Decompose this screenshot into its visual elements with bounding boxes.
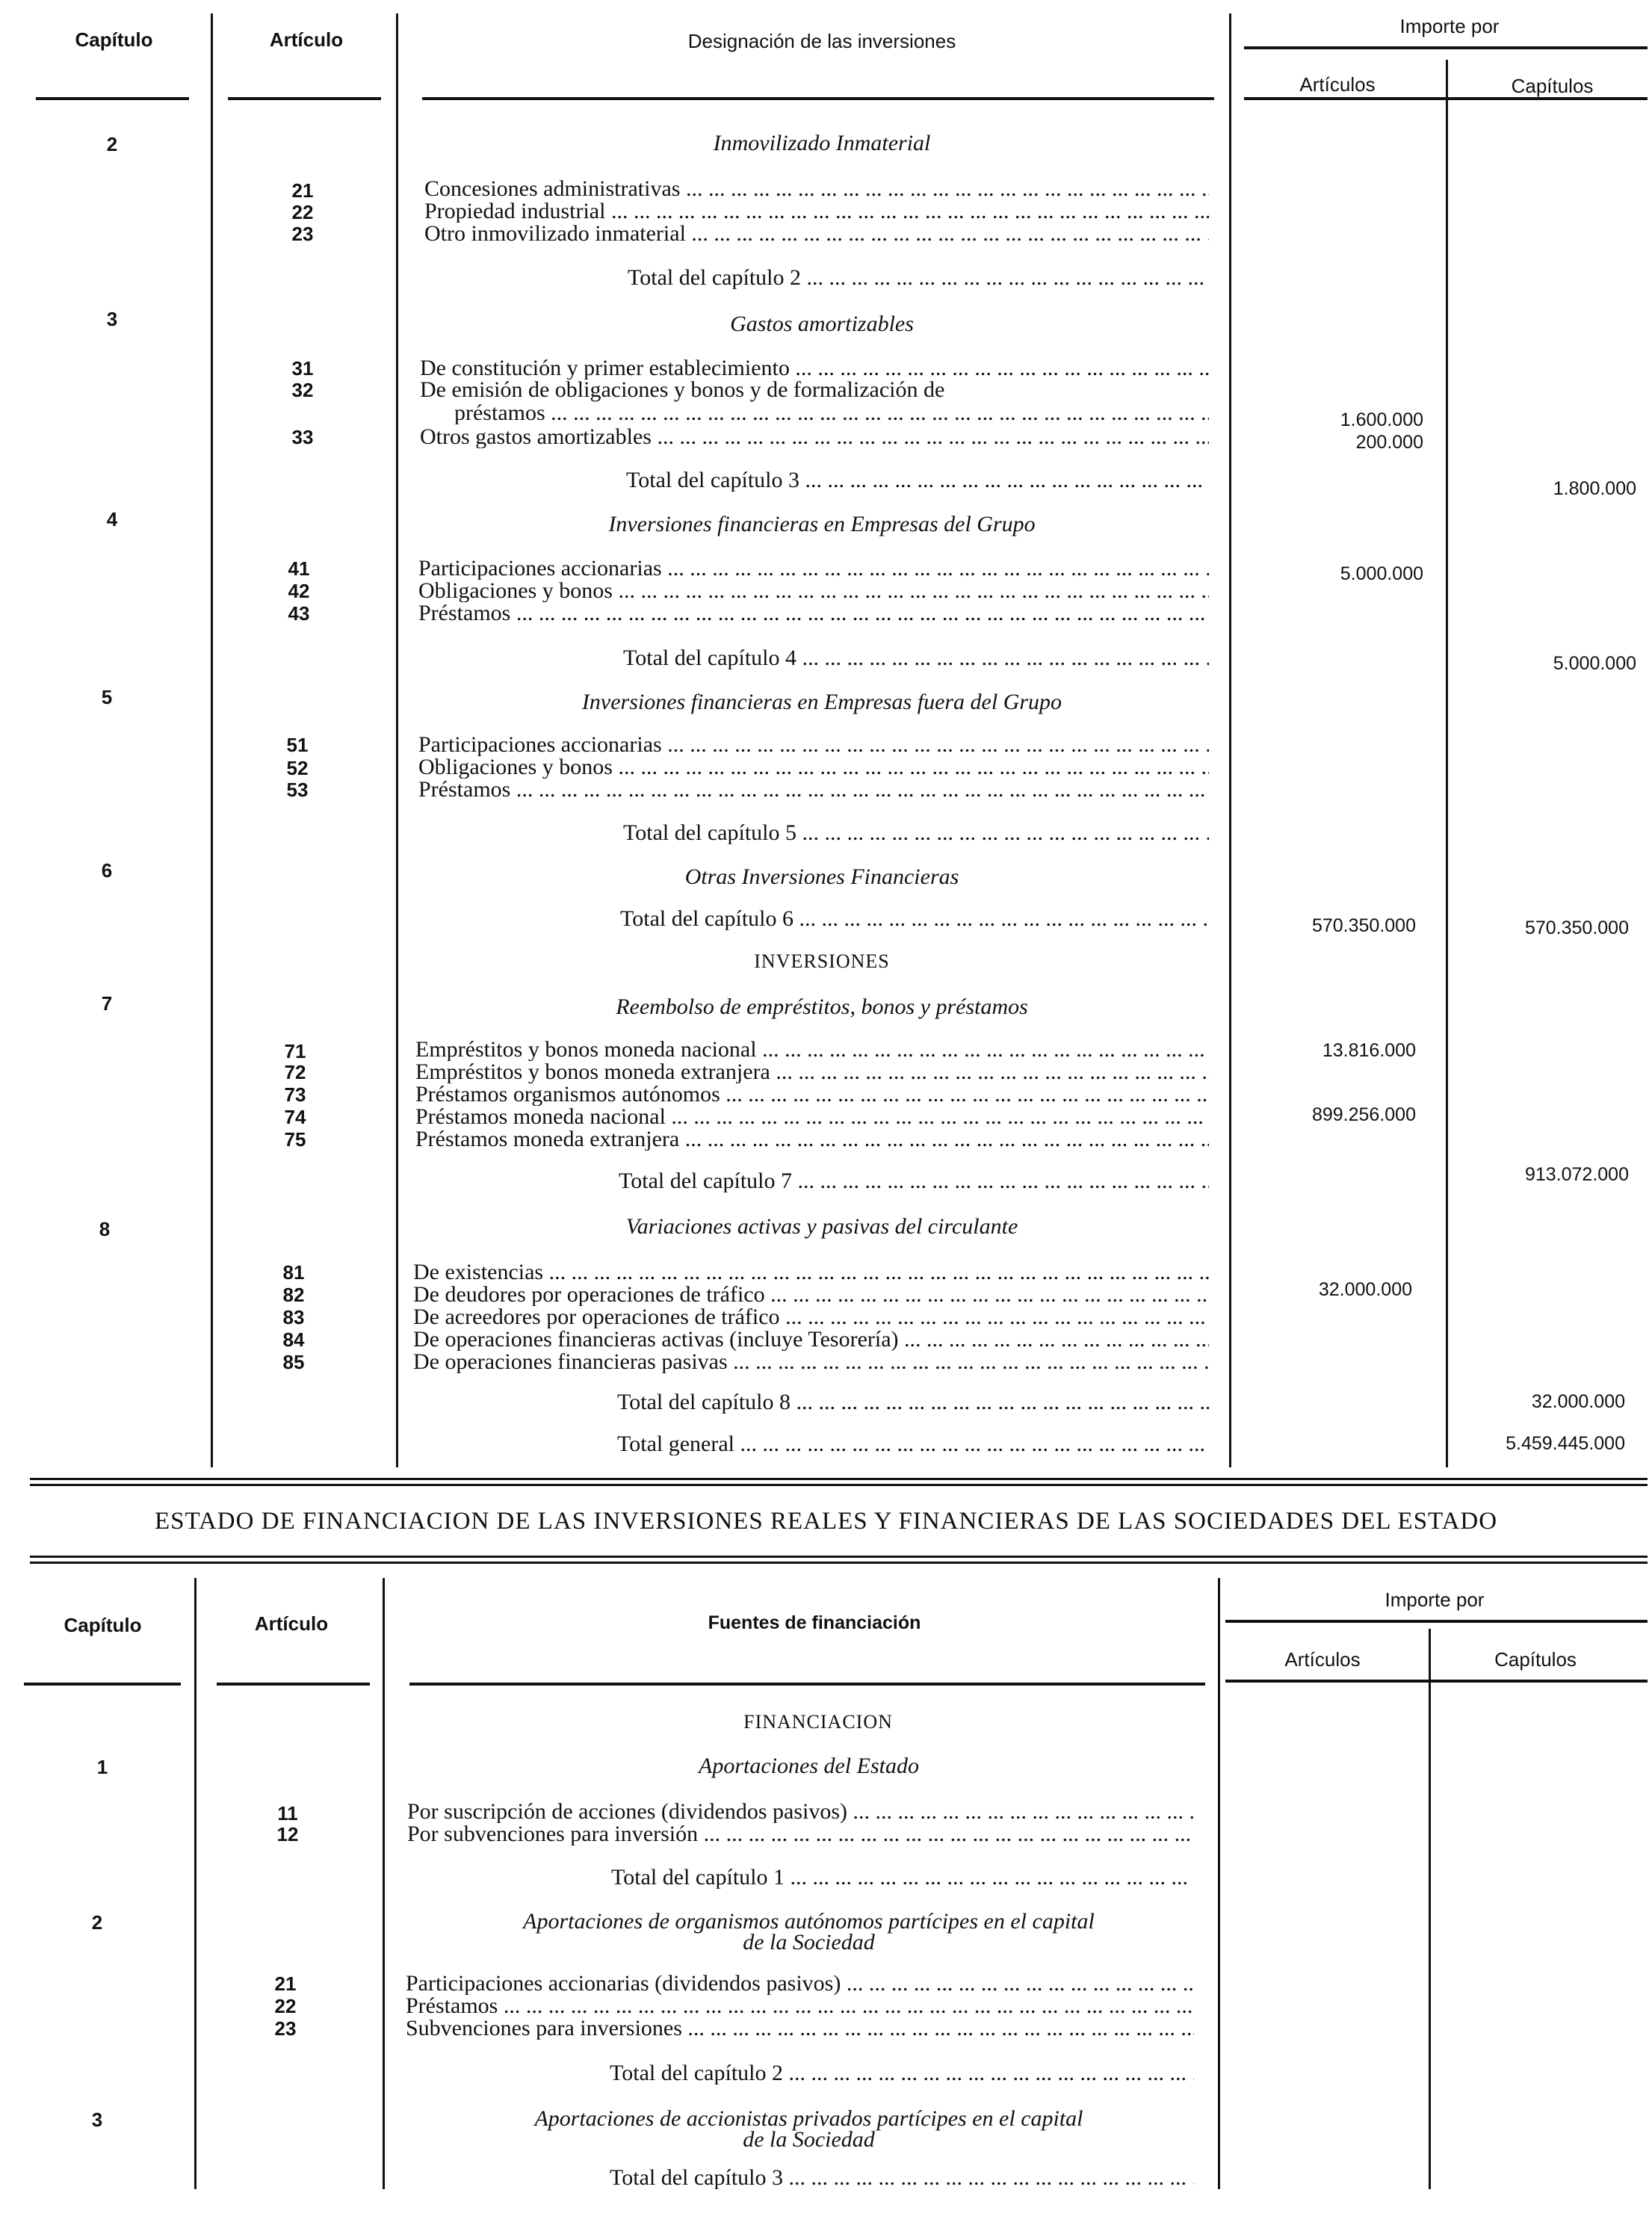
header-articulo: Artículo bbox=[269, 28, 344, 51]
article-text: Préstamos ... . bbox=[418, 779, 1209, 801]
double-rule bbox=[30, 1484, 1648, 1486]
article-text: De emisión de obligaciones y bonos y de formalización de bbox=[420, 377, 945, 402]
chapter-number: 3 bbox=[106, 308, 118, 330]
grand-total: Total general ... . bbox=[617, 1433, 1209, 1455]
article-number: 23 bbox=[274, 2017, 297, 2040]
article-text: Por subvenciones para inversión ... . bbox=[407, 1823, 1194, 1845]
article-number: 12 bbox=[276, 1823, 299, 1845]
chapter-total: Total del capítulo 5 ... . bbox=[623, 822, 1209, 844]
article-amount: 1.600.000 bbox=[1340, 409, 1423, 430]
article-number: 22 bbox=[291, 201, 314, 223]
chapter-total: Total del capítulo 6 ... . bbox=[620, 908, 1209, 930]
article-number: 21 bbox=[274, 1972, 297, 1995]
chapter-total: Total del capítulo 7 ... . bbox=[619, 1170, 1209, 1192]
article-number: 71 bbox=[284, 1040, 306, 1062]
article-text: Empréstitos y bonos moneda extranjera ... . bbox=[415, 1061, 1209, 1083]
chapter-article-amount: 570.350.000 bbox=[1311, 915, 1416, 936]
article-text: De operaciones financieras pasivas ... . bbox=[413, 1351, 1209, 1373]
grand-total-amount: 5.459.445.000 bbox=[1506, 1433, 1625, 1454]
header-rule bbox=[409, 1683, 1205, 1686]
header-articulos: Artículos bbox=[1299, 73, 1376, 96]
chapter-title: Otras Inversiones Financieras bbox=[684, 864, 959, 889]
chapter-title: Inmovilizado Inmaterial bbox=[713, 131, 931, 155]
header-fuentes: Fuentes de financiación bbox=[708, 1612, 921, 1633]
article-number: 72 bbox=[284, 1061, 306, 1083]
chapter-amount: 570.350.000 bbox=[1524, 917, 1629, 938]
section-label: FINANCIACION bbox=[743, 1711, 893, 1733]
article-amount: 5.000.000 bbox=[1340, 563, 1423, 584]
chapter-number: 6 bbox=[101, 859, 113, 882]
article-number: 82 bbox=[282, 1284, 305, 1306]
article-number: 81 bbox=[282, 1261, 305, 1284]
chapter-title: Variaciones activas y pasivas del circulante bbox=[625, 1214, 1018, 1239]
article-text: Préstamos moneda extranjera ... . bbox=[415, 1128, 1209, 1151]
column-rule bbox=[1446, 60, 1448, 1467]
chapter-title-continued: de la Sociedad bbox=[743, 2127, 875, 2152]
article-text: Préstamos organismos autónomos ... . bbox=[415, 1083, 1209, 1106]
column-rule bbox=[1218, 1578, 1220, 2189]
chapter-title: Reembolso de empréstitos, bonos y préstamos bbox=[616, 994, 1028, 1019]
article-amount: 200.000 bbox=[1355, 432, 1423, 453]
article-text: Préstamos ... . bbox=[406, 1995, 1194, 2017]
article-number: 74 bbox=[284, 1106, 306, 1128]
article-number: 22 bbox=[274, 1995, 297, 2017]
chapter-total: Total del capítulo 4 ... . bbox=[623, 647, 1209, 669]
article-number: 51 bbox=[286, 734, 309, 756]
double-rule bbox=[30, 1478, 1648, 1480]
column-rule bbox=[211, 13, 213, 1467]
article-text: Por suscripción de acciones (dividendos pasivos) ... . bbox=[407, 1801, 1194, 1823]
article-number: 32 bbox=[291, 379, 314, 401]
article-number: 21 bbox=[291, 179, 314, 202]
chapter-total: Total del capítulo 1 ... . bbox=[611, 1866, 1194, 1889]
header-rule bbox=[1225, 1680, 1648, 1683]
header-rule bbox=[36, 97, 189, 100]
article-number: 42 bbox=[288, 580, 310, 602]
header-rule bbox=[24, 1683, 181, 1686]
chapter-total: Total del capítulo 3 ... . bbox=[610, 2167, 1194, 2189]
header-rule bbox=[228, 97, 381, 100]
article-text: De constitución y primer establecimiento ... . bbox=[420, 357, 1209, 380]
chapter-amount: 913.072.000 bbox=[1524, 1164, 1629, 1185]
article-number: 53 bbox=[286, 779, 309, 801]
article-number: 11 bbox=[277, 1802, 298, 1825]
article-number: 31 bbox=[291, 357, 314, 380]
header-rule bbox=[1225, 1620, 1648, 1623]
chapter-total: Total del capítulo 8 ... . bbox=[617, 1391, 1209, 1414]
article-text: Otro inmovilizado inmaterial ... . bbox=[424, 223, 1209, 245]
article-text: De operaciones financieras activas (incluye Tesorería) ... . bbox=[413, 1328, 1209, 1351]
article-text: Préstamos moneda nacional ... . bbox=[415, 1106, 1209, 1128]
header-capitulo: Capítulo bbox=[64, 1614, 142, 1636]
chapter-number: 3 bbox=[91, 2108, 103, 2131]
double-rule bbox=[30, 1562, 1648, 1564]
chapter-title: Aportaciones del Estado bbox=[699, 1754, 919, 1778]
article-number: 41 bbox=[288, 557, 310, 580]
article-number: 84 bbox=[282, 1328, 305, 1351]
section-label: INVERSIONES bbox=[754, 950, 890, 972]
article-text: Otros gastos amortizables ... . bbox=[420, 426, 1209, 448]
double-rule bbox=[30, 1556, 1648, 1558]
article-amount: 32.000.000 bbox=[1318, 1279, 1412, 1300]
header-importe-por: Importe por bbox=[1399, 15, 1500, 37]
header-importe-por: Importe por bbox=[1385, 1588, 1485, 1611]
chapter-title: Gastos amortizables bbox=[730, 312, 914, 336]
article-text: Subvenciones para inversiones ... . bbox=[406, 2017, 1194, 2040]
article-text: Concesiones administrativas ... . bbox=[424, 178, 1209, 200]
article-text: De acreedores por operaciones de tráfico ... . bbox=[413, 1306, 1209, 1328]
article-number: 23 bbox=[291, 223, 314, 245]
article-number: 52 bbox=[286, 757, 309, 779]
article-text: De deudores por operaciones de tráfico ... . bbox=[413, 1284, 1209, 1306]
article-text: Empréstitos y bonos moneda nacional ... . bbox=[415, 1039, 1209, 1061]
article-text: Obligaciones y bonos ... . bbox=[418, 580, 1209, 602]
article-amount: 899.256.000 bbox=[1311, 1104, 1416, 1125]
column-rule bbox=[1229, 13, 1231, 1467]
article-number: 33 bbox=[291, 426, 314, 448]
header-rule bbox=[1244, 46, 1648, 49]
article-number: 85 bbox=[282, 1351, 305, 1373]
article-text: De existencias ... . bbox=[413, 1261, 1209, 1284]
chapter-number: 2 bbox=[106, 133, 118, 155]
chapter-title: Inversiones financieras en Empresas fuera del Grupo bbox=[581, 690, 1062, 714]
column-rule bbox=[1429, 1629, 1431, 2189]
article-text: Participaciones accionarias ... . bbox=[418, 557, 1209, 580]
article-number: 75 bbox=[284, 1128, 306, 1151]
header-capitulos: Capítulos bbox=[1494, 1648, 1577, 1671]
article-number: 43 bbox=[288, 602, 310, 625]
chapter-number: 8 bbox=[99, 1218, 111, 1240]
chapter-total: Total del capítulo 2 ... . bbox=[610, 2062, 1194, 2085]
chapter-total: Total del capítulo 2 ... . bbox=[628, 267, 1209, 289]
column-rule bbox=[383, 1578, 385, 2189]
article-text: Participaciones accionarias (dividendos pasivos) ... . bbox=[406, 1972, 1194, 1995]
chapter-number: 1 bbox=[96, 1756, 108, 1778]
chapter-number: 2 bbox=[91, 1911, 103, 1934]
article-text: Participaciones accionarias ... . bbox=[418, 734, 1209, 756]
chapter-amount: 1.800.000 bbox=[1553, 478, 1636, 499]
header-capitulos: Capítulos bbox=[1511, 75, 1594, 97]
chapter-title: Aportaciones de organismos autónomos partícipes en el capital bbox=[523, 1909, 1095, 1934]
header-rule bbox=[422, 97, 1214, 100]
chapter-amount: 5.000.000 bbox=[1553, 653, 1636, 674]
article-amount: 13.816.000 bbox=[1322, 1040, 1416, 1061]
chapter-number: 5 bbox=[101, 686, 113, 708]
article-text: Préstamos ... . bbox=[418, 602, 1209, 625]
chapter-title: Aportaciones de accionistas privados partícipes en el capital bbox=[534, 2106, 1083, 2131]
article-number: 83 bbox=[282, 1306, 305, 1328]
chapter-amount: 32.000.000 bbox=[1531, 1391, 1625, 1412]
article-text-continued: préstamos ... . bbox=[454, 402, 1209, 424]
column-rule bbox=[396, 13, 398, 1467]
chapter-number: 7 bbox=[101, 992, 113, 1015]
chapter-total: Total del capítulo 3 ... . bbox=[626, 469, 1209, 492]
header-designacion: Designación de las inversiones bbox=[687, 30, 956, 52]
column-rule bbox=[194, 1578, 197, 2189]
article-number: 73 bbox=[284, 1083, 306, 1106]
section-title: ESTADO DE FINANCIACION DE LAS INVERSIONES REALES Y FINANCIERAS DE LAS SOCIEDADES DEL ESTADO bbox=[154, 1508, 1498, 1535]
chapter-title: Inversiones financieras en Empresas del Grupo bbox=[608, 512, 1036, 536]
header-capitulo: Capítulo bbox=[75, 28, 153, 51]
header-articulos: Artículos bbox=[1284, 1648, 1361, 1671]
article-text: Obligaciones y bonos ... . bbox=[418, 756, 1209, 779]
chapter-number: 4 bbox=[106, 508, 118, 530]
header-articulo: Artículo bbox=[254, 1612, 329, 1635]
article-text: Propiedad industrial ... . bbox=[424, 200, 1209, 223]
chapter-title-continued: de la Sociedad bbox=[743, 1930, 875, 1955]
header-rule bbox=[217, 1683, 370, 1686]
